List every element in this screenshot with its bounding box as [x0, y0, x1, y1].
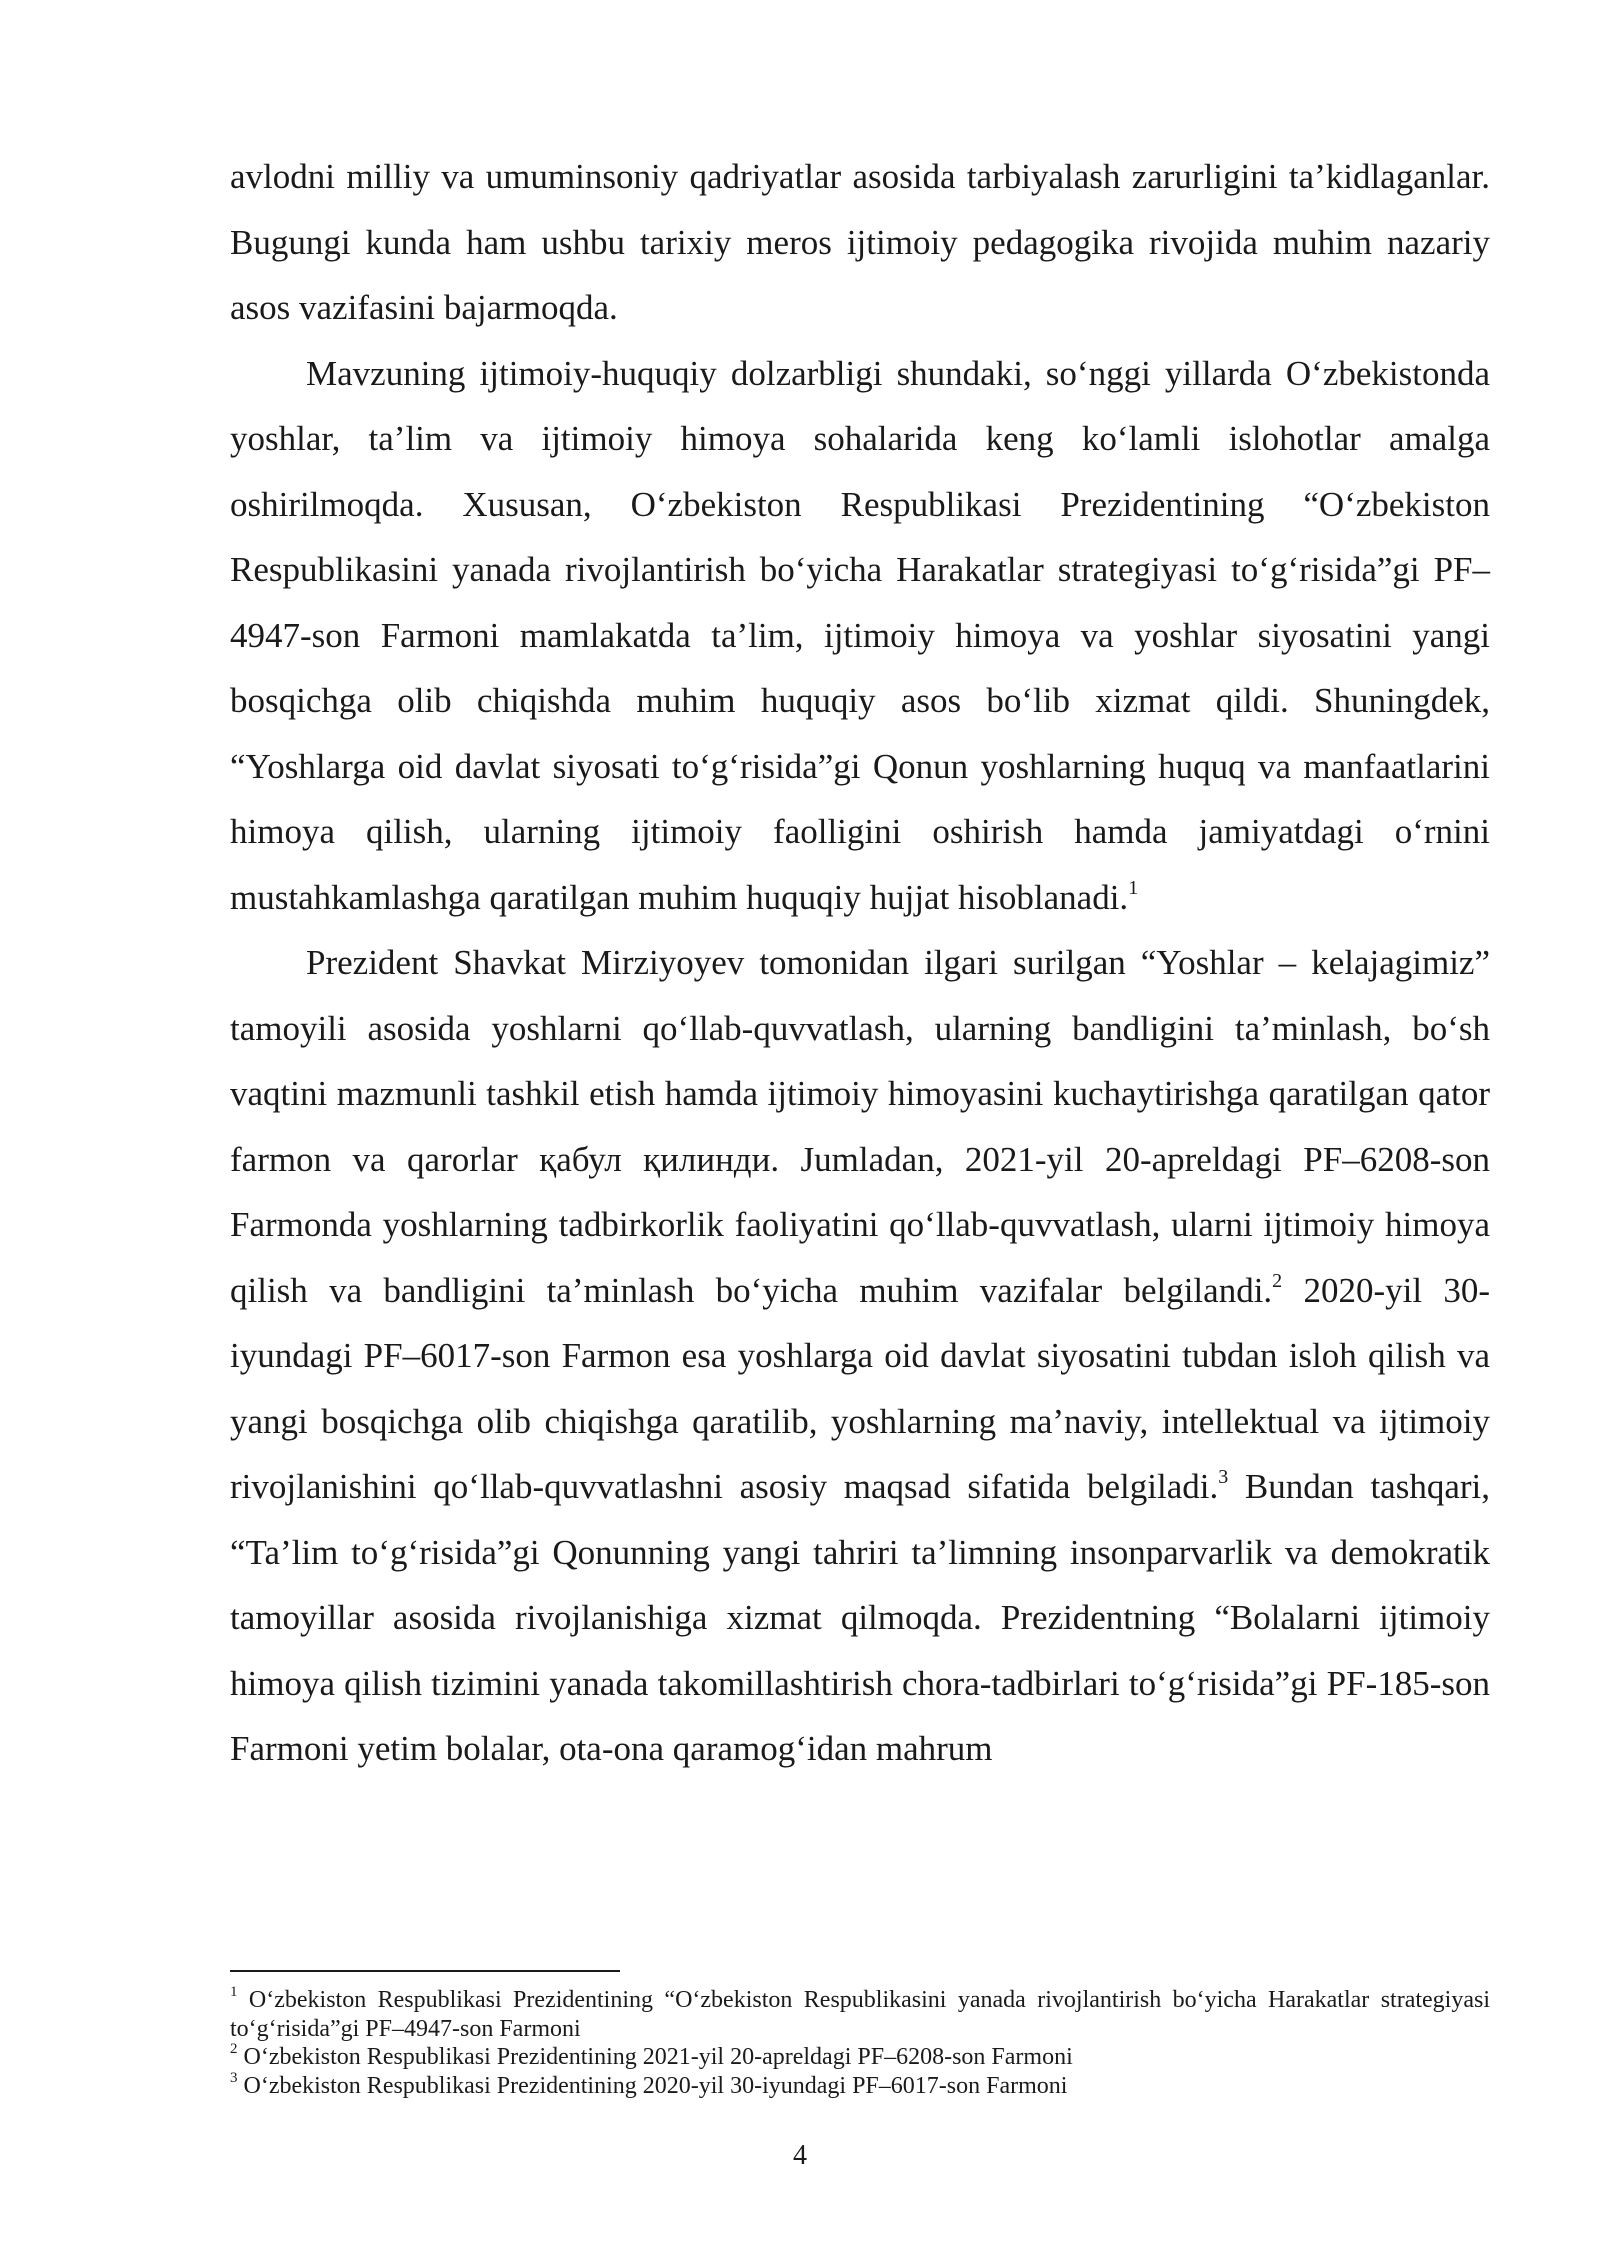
footnotes: [230, 1986, 1490, 2100]
paragraph-text: avlodni milliy va umuminsoniy qadriyatlar asosida tarbiyalash zarurligini ta’kidlaganlar. Bugungi kunda ham ushbu tarixiy meros ijtimoiy pedagogika rivojida muhim nazariy asos vazifasini bajarmoqda.: [230, 157, 1490, 327]
footnote: [230, 1986, 1490, 2043]
footnote-separator: [230, 1970, 620, 1972]
footnote-number: 3: [230, 2069, 238, 2086]
paragraph-text: Mavzuning ijtimoiy-huquqiy dolzarbligi shundaki, so‘nggi yillarda O‘zbekistonda yoshlar, ta’lim va ijtimoiy himoya sohalarida keng ko‘lamli islohotlar amalga oshirilmoqda. Xususan, O‘zbekiston Respublikasi Prezidentining “O‘zbekiston Respublikasini yanada rivojlantirish bo‘yicha Harakatlar strategiyasi to‘g‘risida”gi PF–4947-son Farmoni mamlakatda ta’lim, ijtimoiy himoya va yoshlar siyosatini yangi bosqichga olib chiqishda muhim huquqiy asos bo‘lib xizmat qildi. Shuningdek, “Yoshlarga oid davlat siyosati to‘g‘risida”gi Qonun yoshlarning huquq va manfaatlarini himoya qilish, ularning ijtimoiy faolligini oshirish hamda jamiyatdagi o‘rnini mustahkamlashga qaratilgan muhim huquqiy hujjat hisoblanadi.: [230, 353, 1490, 917]
paragraph-text: Prezident Shavkat Mirziyoyev tomonidan ilgari surilgan “Yoshlar – kelajagimiz” tamoyili asosida yoshlarni qo‘llab-quvvatlash, ularning bandligini ta’minlash, bo‘sh vaqtini mazmunli tashkil etish hamda ijtimoiy himoyasini kuchaytirishga qaratilgan qator farmon va qarorlar қабул қилинди. Jumladan, 2021-yil 20-apreldagi PF–6208-son Farmonda yoshlarning tadbirkorlik faoliyatini qo‘llab-quvvatlash, ularni ijtimoiy himoya qilish va bandligini ta’minlash bo‘yicha muhim vazifalar belgilandi.: [230, 943, 1490, 1310]
paragraph-text: 2020-yil 30-iyundagi PF–6017-son Farmon esa yoshlarga oid davlat siyosatini tubdan isloh qilish va yangi bosqichga olib chiqishga qaratilib, yoshlarning ma’naviy, intellektual va ijtimoiy rivojlanishini qo‘llab-quvvatlashni asosiy maqsad sifatida belgiladi.: [230, 1270, 1490, 1506]
body-text: [230, 144, 1490, 1782]
footnote: [230, 2043, 1490, 2072]
footnote-number: 1: [230, 1984, 238, 2000]
paragraph: [230, 341, 1490, 931]
page-number: 4: [793, 2140, 807, 2171]
footnote-text: O‘zbekiston Respublikasi Prezidentining 2021-yil 20-apreldagi PF–6208-son Farmoni: [237, 2044, 1073, 2070]
footnote-number: 2: [230, 2041, 238, 2057]
footnote-reference[interactable]: 3: [1218, 1466, 1229, 1489]
paragraph: [230, 930, 1490, 1782]
paragraph-text: Bundan tashqari, “Ta’lim to‘g‘risida”gi Qonunning yangi tahriri ta’limning insonparvarlik va demokratik tamoyillar asosida rivojlanishiga xizmat qilmoqda. Prezidentning “Bolalarni ijtimoiy himoya qilish tizimini yanada takomillashtirish chora-tadbirlari to‘g‘risida”gi PF-185-son Farmoni yetim bolalar, ota-ona qaramog‘idan mahrum: [230, 1467, 1490, 1768]
paragraph: [230, 144, 1490, 341]
footnote-reference[interactable]: 1: [1128, 876, 1139, 899]
footnote-reference[interactable]: 2: [1272, 1269, 1283, 1292]
footnote-text: O‘zbekiston Respublikasi Prezidentining “O‘zbekiston Respublikasini yanada rivojlantirish bo‘yicha Harakatlar strategiyasi to‘g‘risida”gi PF–4947-son Farmoni: [230, 1987, 1490, 2042]
page-body: [230, 144, 1490, 1782]
footnote: [230, 2069, 1490, 2101]
footnote-text: O‘zbekiston Respublikasi Prezidentining 2020-yil 30-iyundagi PF–6017-son Farmoni: [237, 2072, 1068, 2099]
